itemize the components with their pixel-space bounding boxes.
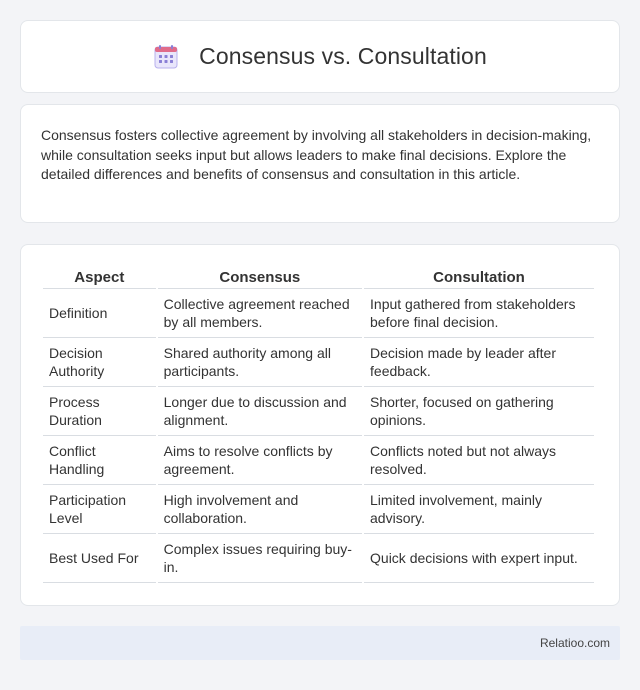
cell-consensus: Aims to resolve conflicts by agreement. — [158, 436, 362, 485]
cell-aspect: Conflict Handling — [43, 436, 156, 485]
cell-consensus: High involvement and collaboration. — [158, 485, 362, 534]
cell-consultation: Shorter, focused on gathering opinions. — [364, 387, 594, 436]
calendar-icon — [153, 44, 179, 70]
cell-consensus: Collective agreement reached by all members. — [158, 289, 362, 338]
cell-aspect: Participation Level — [43, 485, 156, 534]
header-consultation: Consultation — [364, 265, 594, 289]
cell-consensus: Complex issues requiring buy-in. — [158, 534, 362, 583]
intro-card — [20, 104, 620, 223]
footer-site-link[interactable]: Relatioo.com — [539, 636, 610, 650]
cell-consultation: Quick decisions with expert input. — [364, 534, 594, 583]
table-row — [43, 436, 594, 485]
table-row — [43, 289, 594, 338]
table-row — [43, 534, 594, 583]
cell-consultation: Limited involvement, mainly advisory. — [364, 485, 594, 534]
page-title: Consensus vs. Consultation — [199, 43, 487, 69]
title-wrap — [153, 43, 487, 70]
table-card — [20, 244, 620, 606]
table-header-row — [43, 265, 594, 289]
cell-consultation: Input gathered from stakeholders before final decision. — [364, 289, 594, 338]
table-row — [43, 485, 594, 534]
footer — [20, 626, 620, 660]
comparison-table — [41, 265, 596, 583]
cell-aspect: Process Duration — [43, 387, 156, 436]
header-aspect: Aspect — [43, 265, 156, 289]
cell-aspect: Decision Authority — [43, 338, 156, 387]
cell-consultation: Decision made by leader after feedback. — [364, 338, 594, 387]
table-row — [43, 387, 594, 436]
title-card — [20, 20, 620, 93]
header-consensus: Consensus — [158, 265, 362, 289]
intro-text: Consensus fosters collective agreement by involving all stakeholders in decision-making, while consultation seeks input but allows leaders to make final decisions. Explore the detailed differences and benefits of consensus and consultation in this article. — [41, 127, 592, 182]
cell-consultation: Conflicts noted but not always resolved. — [364, 436, 594, 485]
cell-aspect: Best Used For — [43, 534, 156, 583]
cell-consensus: Longer due to discussion and alignment. — [158, 387, 362, 436]
table-row — [43, 338, 594, 387]
cell-aspect: Definition — [43, 289, 156, 338]
cell-consensus: Shared authority among all participants. — [158, 338, 362, 387]
